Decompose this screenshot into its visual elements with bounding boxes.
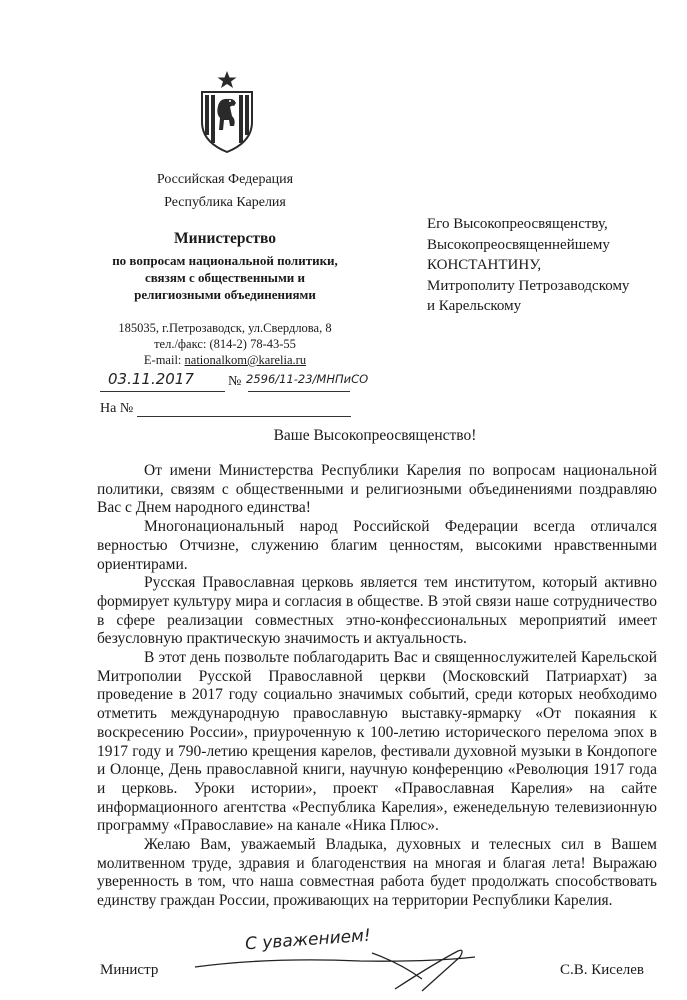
paragraph-people: Многонациональный народ Российской Федерации всегда отличался верностью Отчизне, служению благим ценностям, высокими нравственными ориентирами. (97, 518, 657, 573)
ministry-line-2: связям с общественными и (144, 270, 306, 285)
ministry-line-3: религиозными объединениями (134, 287, 316, 302)
paragraph-greeting: От имени Министерства Республики Карелия по вопросам национальной политики, связям с общественными и религиозными объединениями поздравляю Вас с Днем народного единства! (97, 462, 657, 517)
signer-name: С.В. Киселев (560, 962, 645, 978)
ministry-address: 185035, г.Петрозаводск, ул.Свердлова, 8 (118, 321, 332, 335)
recipient-block (427, 214, 629, 317)
email-label: E-mail: (143, 353, 185, 367)
recipient-line-2: Высокопреосвященнейшему (427, 236, 610, 253)
email-link[interactable]: nationalkom@karelia.ru (184, 353, 307, 367)
karelia-coat-of-arms-icon (196, 70, 258, 154)
republic-name: Республика Карелия (164, 195, 286, 210)
date-line (100, 391, 225, 392)
handwritten-closing: С уважением! (244, 925, 372, 955)
reply-line (137, 416, 351, 417)
outgoing-date: 03.11.2017 (108, 370, 194, 388)
signer-position: Министр (100, 962, 159, 978)
letter-body (97, 462, 657, 911)
country-name: Российская Федерация (156, 172, 294, 187)
ministry-phone: тел./факс: (814-2) 78-43-55 (154, 337, 296, 351)
recipient-line-3: КОНСТАНТИНУ, (427, 257, 542, 273)
number-line (248, 391, 350, 392)
recipient-line-5: и Карельскому (427, 298, 522, 314)
ministry-title: Министерство (174, 230, 276, 247)
ministry-line-1: по вопросам национальной политики, (112, 253, 338, 268)
ministry-email-row (75, 352, 375, 368)
paragraph-church: Русская Православная церковь является тем институтом, который активно формирует культуру мира и согласия в обществе. В этой связи наше сотрудничество в сфере реализации совместных этно-конфессиональных мероприятий имеет безусловную практическую значимость и актуальность. (97, 574, 657, 648)
signature-scribble-icon (190, 945, 490, 995)
reply-label: На № (100, 401, 134, 416)
recipient-line-4: Митрополиту Петрозаводскому (427, 277, 630, 294)
recipient-line-1: Его Высокопреосвященству, (427, 216, 608, 232)
paragraph-wishes: Желаю Вам, уважаемый Владыка, духовных и телесных сил в Вашем молитвенном труде, здравия и благоденствия на многая и благая лета! Выражаю уверенность в том, что наша совместная работа будет продолжать способствовать единству граждан России, проживающих на территории Республики Карелия. (97, 836, 657, 910)
paragraph-thanks: В этот день позвольте поблагодарить Вас и священнослужителей Карельской Митрополии Русской Православной церкви (Московский Патриархат) за проведение в 2017 году социально значимых событий, среди которых необходимо отметить международную православную выставку-ярмарку «От покаяния к воскресению России», приуроченную к 100-летию исторического перелома эпох в 1917 году и 790-летию крещения карелов, фестивали духовной музыки в Кондопоге и Олонце, День православной книги, научную конференцию «Революция 1917 года и церковь. Уроки истории», проект «Православная Карелия» на сайте информационного агентства «Республика Карелия», еженедельную телевизионную программу «Православие» на канале «Ника Плюс». (97, 649, 657, 835)
salutation: Ваше Высокопреосвященство! (273, 427, 477, 444)
outgoing-number: 2596/11-23/МНПиСО (246, 372, 369, 386)
number-label: № (228, 374, 242, 389)
